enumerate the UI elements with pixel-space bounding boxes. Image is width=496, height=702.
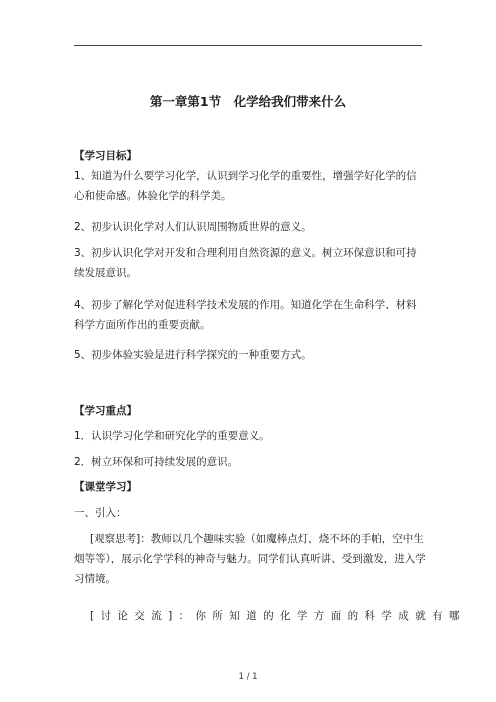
- intro-label: 一、引入：: [74, 507, 127, 519]
- header-rule: [74, 45, 422, 46]
- discussion-paragraph: [讨论交流]：你所知道的化学方面的科学成就有哪: [90, 610, 466, 622]
- goal-item-2: 2、初步认识化学对人们认识周围物质世界的意义。: [74, 221, 312, 233]
- section-heading-keypoints: 【学习重点】: [74, 405, 137, 417]
- goal-item-4: 4、初步了解化学对促进科学技术发展的作用。知道化学在生命科学、材料科学方面所作出的重要贡献。: [74, 299, 417, 331]
- section-heading-classroom: 【课堂学习】: [74, 481, 137, 493]
- page-number: 1 / 1: [238, 672, 258, 682]
- observe-paragraph: [观察思考]：教师以几个趣味实验（如魔棒点灯，烧不坏的手帕，空中生烟等等），展示化学学科的神奇与魅力。同学们认真听讲、受到激发，进入学习情境。: [74, 533, 426, 585]
- keypoint-item-1: 1．认识学习化学和研究化学的重要意义。: [74, 430, 270, 442]
- goal-item-5: 5、初步体验实验是进行科学探究的一种重要方式。: [74, 349, 312, 361]
- page-title: 第一章第1节 化学给我们带来什么: [149, 94, 347, 109]
- goal-item-1: 1、知道为什么要学习化学，认识到学习化学的重要性，增强学好化学的信心和使命感。体验化学的科学美。: [74, 170, 417, 202]
- section-heading-goals: 【学习目标】: [74, 150, 137, 162]
- goal-item-3: 3、初步认识化学对开发和合理利用自然资源的意义。树立环保意识和可持续发展意识。: [74, 247, 417, 279]
- keypoint-item-2: 2．树立环保和可持续发展的意识。: [74, 456, 239, 468]
